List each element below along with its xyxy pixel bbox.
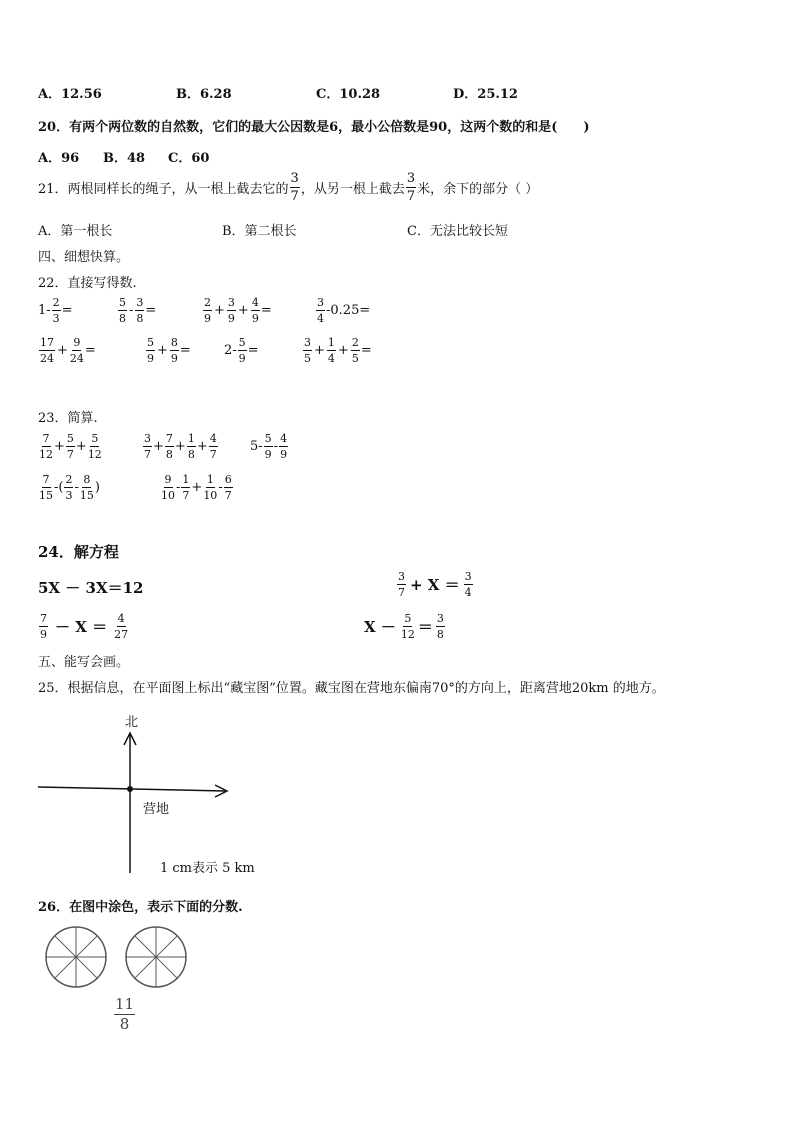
- q19-option-b: B．6.28: [176, 87, 232, 102]
- q20-option-b: B．48: [103, 151, 146, 166]
- section-5-heading: 五、能写会画。: [38, 655, 130, 670]
- q22-item-8: $\frac{3}{5}$ + $\frac{1}{4}$ + $\frac{2}{5}$ =: [304, 336, 372, 365]
- camp-label: 营地: [143, 802, 170, 817]
- section-4-heading: 四、细想快算。: [38, 250, 130, 265]
- q22-item-2: $\frac{5}{8}$ - $\frac{3}{8}$ =: [119, 296, 157, 325]
- q20-option-a: A．96: [38, 151, 80, 166]
- q22-title: 22．直接写得数.: [38, 276, 137, 291]
- q20-text: 20．有两个两位数的自然数，它们的最大公因数是6，最小公倍数是90，这两个数的和是( ): [38, 120, 590, 135]
- q21-question: [38, 172, 538, 203]
- q22-item-5: $\frac{17}{24}$ + $\frac{9}{24}$ =: [40, 336, 96, 365]
- q24-equation-3: $\frac{7}{9}$ － X ＝ $\frac{4}{27}$: [40, 612, 129, 641]
- q23-item-3: 5- $\frac{5}{9}$ - $\frac{4}{9}$: [250, 432, 288, 461]
- circle-2: [126, 927, 186, 987]
- q20-option-c: C．60: [168, 151, 210, 166]
- q23-item-1: $\frac{7}{12}$ + $\frac{5}{7}$ + $\frac{5}{12}$: [39, 432, 102, 461]
- circle-1: [46, 927, 106, 987]
- north-label: 北: [125, 715, 139, 730]
- q22-item-3: $\frac{2}{9}$ + $\frac{3}{9}$ + $\frac{4}{9}$ =: [204, 296, 272, 325]
- q24-title: 24．解方程: [38, 543, 119, 561]
- q22-item-4: $\frac{3}{4}$ -0.25=: [317, 296, 371, 325]
- q21-fraction-2: $\frac{3}{7}$: [406, 171, 416, 204]
- q21-fraction-1: $\frac{3}{7}$: [290, 171, 299, 204]
- q24-equation-2: $\frac{3}{7}$ + X ＝ $\frac{3}{4}$: [398, 570, 472, 599]
- q19-option-c: C．10.28: [316, 87, 381, 102]
- q24-equation-1: 5X － 3X＝12: [38, 579, 144, 597]
- q25-text: 25．根据信息，在平面图上标出“藏宝图”位置。藏宝图在营地东偏南70°的方向上，距离营地20km 的地方。: [38, 681, 665, 696]
- q26-text: 26．在图中涂色，表示下面的分数.: [38, 900, 243, 915]
- fraction: $\frac{2}{3}$: [52, 296, 60, 325]
- q22-item-7: 2- $\frac{5}{9}$ =: [224, 336, 259, 365]
- scale-label: 1 cm表示 5 km: [160, 861, 255, 876]
- q21-text-b: ，从另一根上截去: [300, 182, 405, 197]
- q22-item-1: 1- $\frac{2}{3}$ =: [38, 296, 73, 325]
- q21-option-b: B．第二根长: [222, 224, 297, 239]
- q26-fraction: $\frac{11}{8}$: [115, 995, 135, 1033]
- q21-text-c: 米，余下的部分（ ）: [417, 182, 539, 197]
- fraction-circles: [44, 925, 194, 991]
- q19-option-a: A．12.56: [38, 87, 102, 102]
- q23-title: 23．简算.: [38, 411, 98, 426]
- q23-item-4: $\frac{7}{15}$ -( $\frac{2}{3}$ - $\frac{8}{15}$ ): [39, 473, 100, 502]
- q23-item-5: $\frac{9}{10}$ - $\frac{1}{7}$ + $\frac{1}{10}$ - $\frac{6}{7}$: [161, 473, 232, 502]
- camp-point: [127, 786, 133, 792]
- q23-item-2: $\frac{3}{7}$ + $\frac{7}{8}$ + $\frac{1}{8}$ + $\frac{4}{7}$: [144, 432, 217, 461]
- q24-equation-4: X － $\frac{5}{12}$ ＝ $\frac{3}{8}$: [364, 612, 444, 641]
- q19-option-d: D．25.12: [453, 87, 518, 102]
- q21-option-a: A．第一根长: [38, 224, 113, 239]
- q21-option-c: C．无法比较长短: [407, 224, 508, 239]
- q22-item-6: $\frac{5}{9}$ + $\frac{8}{9}$ =: [147, 336, 191, 365]
- q21-text-a: 21．两根同样长的绳子，从一根上截去它的: [38, 182, 289, 197]
